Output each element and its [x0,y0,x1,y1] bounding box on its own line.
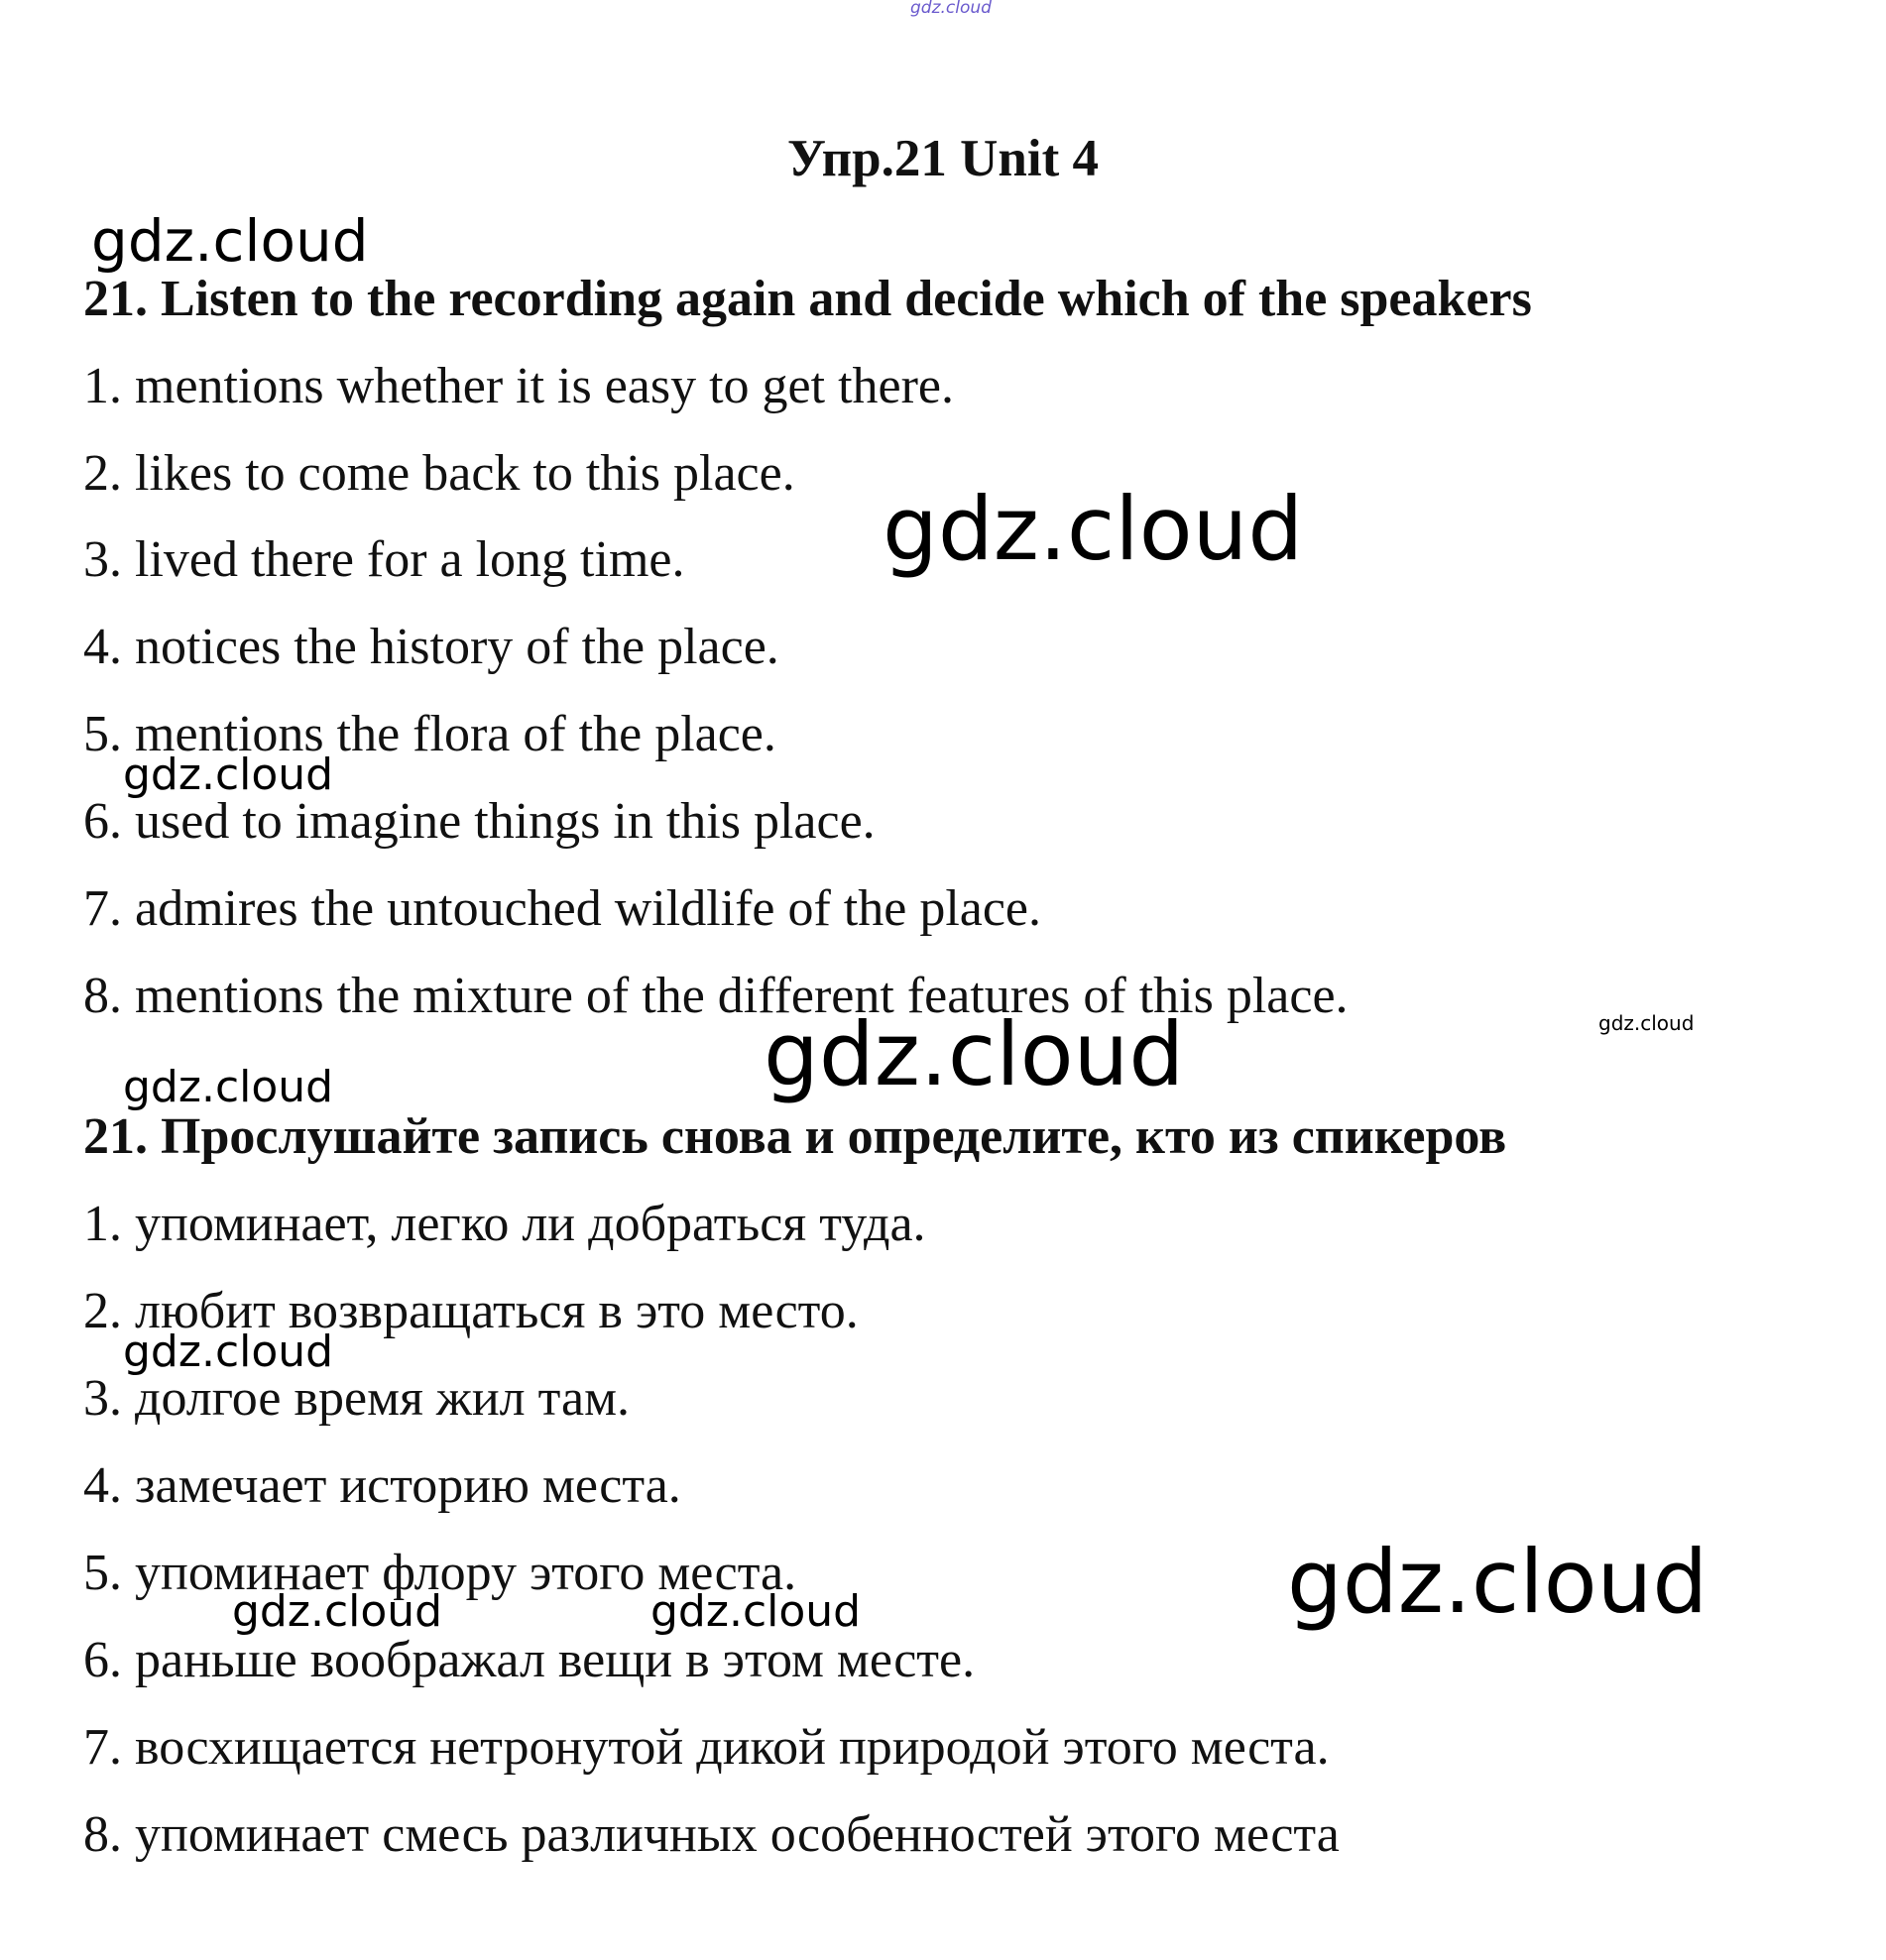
english-item-5: 5. mentions the flora of the place. [83,706,776,762]
watermark: gdz.cloud [91,207,369,275]
watermark: gdz.cloud [883,478,1304,580]
russian-item-3: 3. долгое время жил там. [83,1370,630,1427]
watermark: gdz.cloud [650,1586,862,1637]
russian-item-4: 4. замечает историю места. [83,1457,681,1514]
watermark: gdz.cloud [764,1003,1185,1105]
watermark: gdz.cloud [232,1586,443,1637]
english-item-7: 7. admires the untouched wildlife of the place. [83,880,1042,937]
english-item-6: 6. used to imagine things in this place. [83,793,876,850]
watermark: gdz.cloud [123,1062,334,1112]
russian-item-8: 8. упоминает смесь различных особенностей этого места [83,1806,1340,1863]
russian-item-5: 5. упоминает флору этого места. [83,1545,797,1601]
russian-item-7: 7. восхищается нетронутой дикой природой этого места. [83,1719,1330,1776]
english-item-8: 8. mentions the mixture of the different features of this place. [83,968,1349,1024]
watermark: gdz.cloud [1598,1011,1695,1035]
watermark: gdz.cloud [123,749,334,800]
english-item-4: 4. notices the history of the place. [83,619,779,675]
english-item-2: 2. likes to come back to this place. [83,445,795,502]
russian-item-1: 1. упоминает, легко ли добраться туда. [83,1196,926,1252]
russian-item-6: 6. раньше воображал вещи в этом месте. [83,1632,976,1688]
english-heading: 21. Listen to the recording again and decide which of the speakers [83,271,1532,327]
russian-item-2: 2. любит возвращаться в это место. [83,1283,859,1339]
watermark: gdz.cloud [123,1326,334,1377]
watermark: gdz.cloud [1287,1531,1709,1633]
watermark-top: gdz.cloud [910,0,992,18]
english-item-1: 1. mentions whether it is easy to get there. [83,358,955,414]
english-item-3: 3. lived there for a long time. [83,531,685,588]
page-title: Упр.21 Unit 4 [787,130,1099,187]
russian-heading: 21. Прослушайте запись снова и определите, кто из спикеров [83,1108,1507,1165]
